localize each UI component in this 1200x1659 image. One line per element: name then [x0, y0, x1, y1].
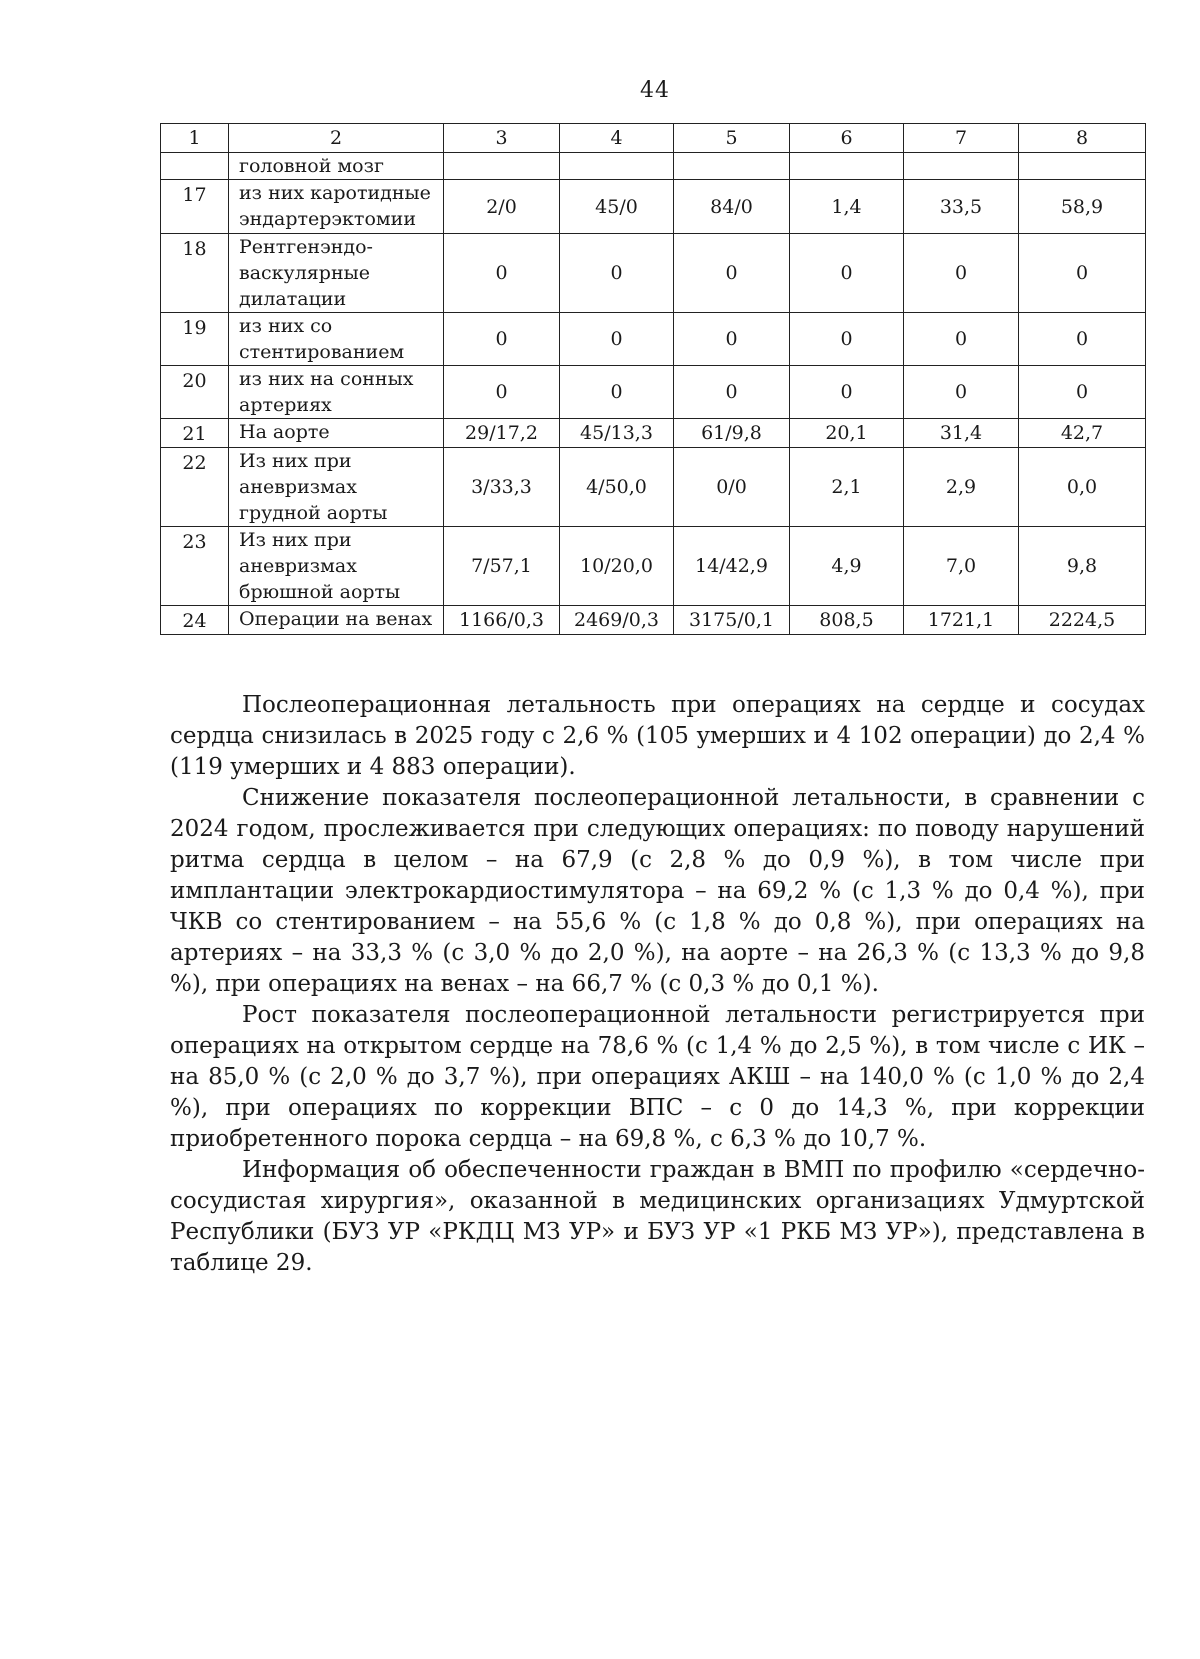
data-table-container [160, 123, 1145, 635]
value-cell: 31,4 [904, 419, 1019, 448]
value-cell: 2,9 [904, 448, 1019, 527]
value-cell: 9,8 [1019, 527, 1146, 606]
value-cell: 2,1 [790, 448, 904, 527]
value-cell: 0 [790, 366, 904, 419]
value-cell [444, 153, 560, 180]
value-cell: 10/20,0 [560, 527, 674, 606]
row-number-cell: 23 [161, 527, 229, 606]
row-name-cell: из них на сонных артериях [229, 366, 444, 419]
value-cell: 0 [674, 234, 790, 313]
value-cell: 0 [674, 366, 790, 419]
row-number-cell: 18 [161, 234, 229, 313]
table-row [161, 419, 1146, 448]
value-cell: 0,0 [1019, 448, 1146, 527]
value-cell: 0 [904, 366, 1019, 419]
value-cell: 29/17,2 [444, 419, 560, 448]
value-cell: 0 [904, 234, 1019, 313]
value-cell: 14/42,9 [674, 527, 790, 606]
header-cell: 2 [229, 124, 444, 153]
value-cell: 1,4 [790, 180, 904, 234]
value-cell [904, 153, 1019, 180]
value-cell: 42,7 [1019, 419, 1146, 448]
value-cell: 33,5 [904, 180, 1019, 234]
body-text [170, 690, 1145, 1279]
value-cell: 0 [560, 313, 674, 366]
row-number-cell: 19 [161, 313, 229, 366]
value-cell: 45/13,3 [560, 419, 674, 448]
header-cell: 3 [444, 124, 560, 153]
table-row [161, 153, 1146, 180]
row-name-cell: Операции на венах [229, 606, 444, 635]
row-name-cell: Рентгенэндо- васкулярные дилатации [229, 234, 444, 313]
table-row [161, 234, 1146, 313]
value-cell: 0/0 [674, 448, 790, 527]
paragraph: Рост показателя послеоперационной летальности регистрируется при операциях на открытом сердце на 78,6 % (с 1,4 % до 2,5 %), в том числе с ИК – на 85,0 % (с 2,0 % до 3,7 %), при операциях АКШ – на 140,0 % (с 1,0 % до 2,4 %), при операциях по коррекции ВПС – с 0 до 14,3 %, при коррекции приобретенного порока сердца – на 69,8 %, с 6,3 % до 10,7 %. [170, 1002, 1145, 1152]
row-number-cell: 24 [161, 606, 229, 635]
table-row [161, 527, 1146, 606]
value-cell: 0 [1019, 234, 1146, 313]
value-cell: 4/50,0 [560, 448, 674, 527]
value-cell: 0 [444, 234, 560, 313]
table-row [161, 606, 1146, 635]
value-cell: 0 [560, 234, 674, 313]
header-cell: 6 [790, 124, 904, 153]
data-table [160, 123, 1146, 635]
header-cell: 1 [161, 124, 229, 153]
value-cell: 3175/0,1 [674, 606, 790, 635]
row-number-cell: 21 [161, 419, 229, 448]
value-cell: 4,9 [790, 527, 904, 606]
table-row [161, 180, 1146, 234]
value-cell: 2224,5 [1019, 606, 1146, 635]
value-cell: 58,9 [1019, 180, 1146, 234]
value-cell [674, 153, 790, 180]
value-cell: 808,5 [790, 606, 904, 635]
value-cell [1019, 153, 1146, 180]
value-cell: 3/33,3 [444, 448, 560, 527]
value-cell: 20,1 [790, 419, 904, 448]
value-cell: 1166/0,3 [444, 606, 560, 635]
row-number-cell: 20 [161, 366, 229, 419]
table-header-row [161, 124, 1146, 153]
value-cell: 45/0 [560, 180, 674, 234]
value-cell: 7/57,1 [444, 527, 560, 606]
row-name-cell: из них со стентированием [229, 313, 444, 366]
value-cell: 2469/0,3 [560, 606, 674, 635]
header-cell: 5 [674, 124, 790, 153]
row-number-cell: 22 [161, 448, 229, 527]
row-number-cell [161, 153, 229, 180]
row-number-cell: 17 [161, 180, 229, 234]
value-cell: 61/9,8 [674, 419, 790, 448]
table-row [161, 366, 1146, 419]
value-cell [560, 153, 674, 180]
value-cell: 7,0 [904, 527, 1019, 606]
header-cell: 7 [904, 124, 1019, 153]
row-name-cell: Из них при аневризмах грудной аорты [229, 448, 444, 527]
row-name-cell: Из них при аневризмах брюшной аорты [229, 527, 444, 606]
value-cell: 0 [790, 313, 904, 366]
value-cell: 0 [1019, 313, 1146, 366]
value-cell: 0 [904, 313, 1019, 366]
table-row [161, 448, 1146, 527]
paragraph: Информация об обеспеченности граждан в ВМП по профилю «сердечно-сосудистая хирургия», оказанной в медицинских организациях Удмуртской Республики (БУЗ УР «РКДЦ МЗ УР» и БУЗ УР «1 РКБ МЗ УР»), представлена в таблице 29. [170, 1157, 1145, 1276]
value-cell [790, 153, 904, 180]
paragraph: Послеоперационная летальность при операциях на сердце и сосудах сердца снизилась в 2025 году с 2,6 % (105 умерших и 4 102 операции) до 2,4 % (119 умерших и 4 883 операции). [170, 692, 1145, 780]
value-cell: 2/0 [444, 180, 560, 234]
value-cell: 0 [444, 313, 560, 366]
value-cell: 0 [444, 366, 560, 419]
row-name-cell: На аорте [229, 419, 444, 448]
paragraph: Снижение показателя послеоперационной летальности, в сравнении с 2024 годом, прослеживается при следующих операциях: по поводу нарушений ритма сердца в целом – на 67,9 (с 2,8 % до 0,9 %), в том числе при имплантации электрокардиостимулятора – на 69,2 % (с 1,3 % до 0,4 %), при ЧКВ со стентированием – на 55,6 % (с 1,8 % до 0,8 %), при операциях на артериях – на 33,3 % (с 3,0 % до 2,0 %), на аорте – на 26,3 % (с 13,3 % до 9,8 %), при операциях на венах – на 66,7 % (с 0,3 % до 0,1 %). [170, 785, 1145, 997]
header-cell: 8 [1019, 124, 1146, 153]
value-cell: 0 [674, 313, 790, 366]
value-cell: 0 [790, 234, 904, 313]
table-row [161, 313, 1146, 366]
row-name-cell: из них каротидные эндартерэктомии [229, 180, 444, 234]
value-cell: 0 [1019, 366, 1146, 419]
value-cell: 1721,1 [904, 606, 1019, 635]
row-name-cell: головной мозг [229, 153, 444, 180]
value-cell: 84/0 [674, 180, 790, 234]
header-cell: 4 [560, 124, 674, 153]
page-number: 44 [640, 78, 670, 103]
value-cell: 0 [560, 366, 674, 419]
